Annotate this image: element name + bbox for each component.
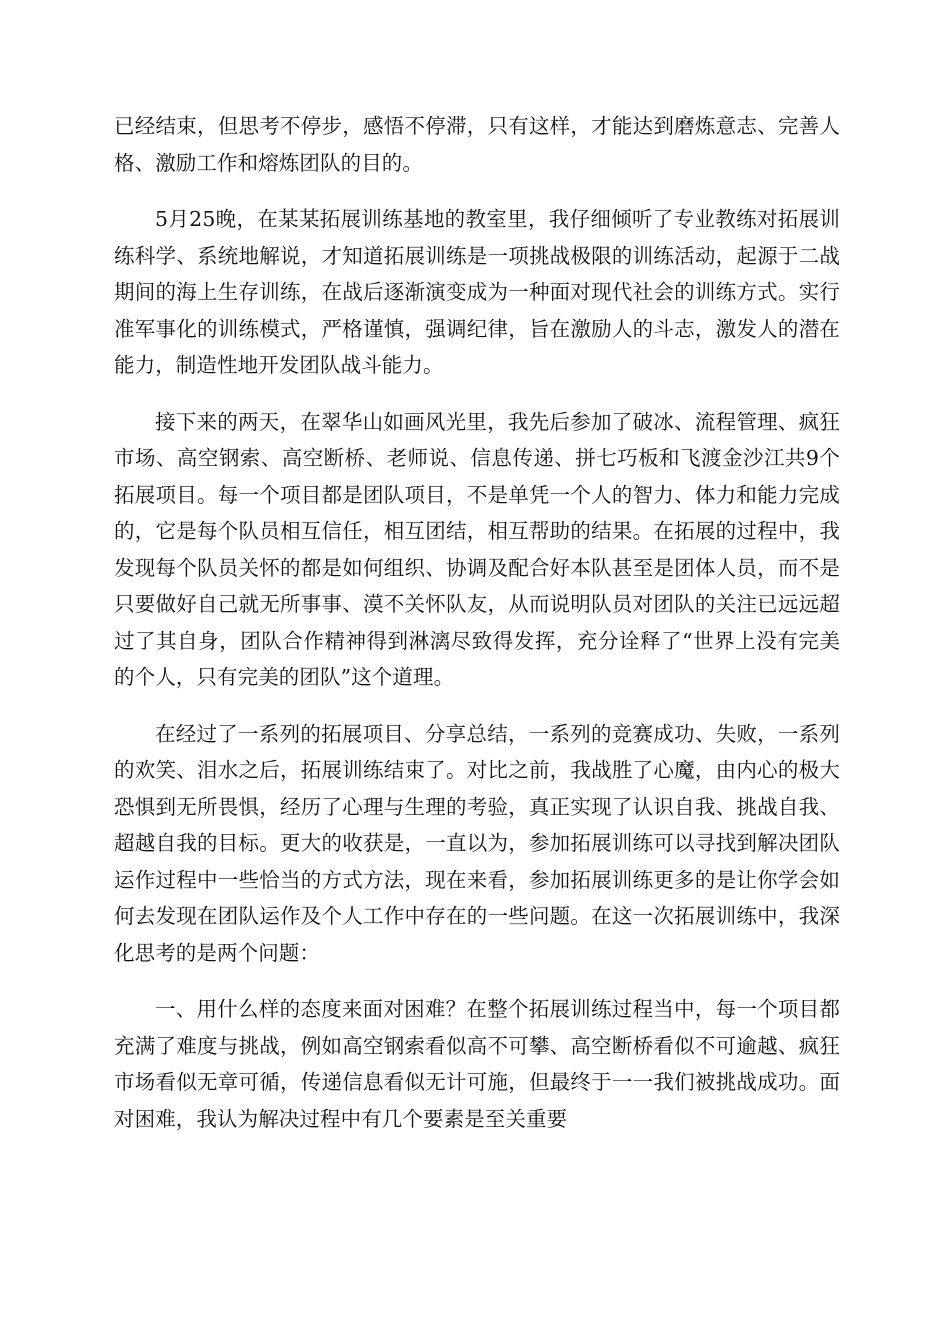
paragraph-3: 接下来的两天，在翠华山如画风光里，我先后参加了破冰、流程管理、疯狂市场、高空钢索、高空断桥、老师说、信息传递、拼七巧板和飞渡金沙江共9个拓展项目。每一个项目都是团队项目，不是单凭一个人的智力、体力和能力完成的，它是每个队员相互信任，相互团结，相互帮助的结果。在拓展的过程中，我发现每个队员关怀的都是如何组织、协调及配合好本队甚至是团体人员，而不是只要做好自己就无所事事、漠不关怀队友，从而说明队员对团队的关注已远远超过了其自身，团队合作精神得到淋漓尽致得发挥，充分诠释了“世界上没有完美的个人，只有完美的团队”这个道理。 [114, 409, 840, 689]
document-body [114, 108, 840, 1157]
paragraph-1: 已经结束，但思考不停步，感悟不停滞，只有这样，才能达到磨炼意志、完善人格、激励工作和熔炼团队的目的。 [114, 114, 840, 175]
paragraph-4: 在经过了一系列的拓展项目、分享总结，一系列的竞赛成功、失败，一系列的欢笑、泪水之后，拓展训练结束了。对比之前，我战胜了心魔，由内心的极大恐惧到无所畏惧，经历了心理与生理的考验，真正实现了认识自我、挑战自我、超越自我的目标。更大的收获是，一直以为，参加拓展训练可以寻找到解决团队运作过程中一些恰当的方式方法，现在来看，参加拓展训练更多的是让你学会如何去发现在团队运作及个人工作中存在的一些问题。在这一次拓展训练中，我深化思考的是两个问题： [114, 721, 840, 965]
paragraph-5: 一、用什么样的态度来面对困难？在整个拓展训练过程当中，每一个项目都充满了难度与挑战，例如高空钢索看似高不可攀、高空断桥看似不可逾越、疯狂市场看似无章可循，传递信息看似无计可施，但最终于一一我们被挑战成功。面对困难，我认为解决过程中有几个要素是至关重要 [114, 997, 840, 1131]
paragraph-2: 5月25晚，在某某拓展训练基地的教室里，我仔细倾听了专业教练对拓展训练科学、系统地解说，才知道拓展训练是一项挑战极限的训练活动，起源于二战期间的海上生存训练，在战后逐渐演变成为一种面对现代社会的训练方式。实行准军事化的训练模式，严格谨慎，强调纪律，旨在激励人的斗志，激发人的潜在能力，制造性地开发团队战斗能力。 [114, 207, 840, 377]
